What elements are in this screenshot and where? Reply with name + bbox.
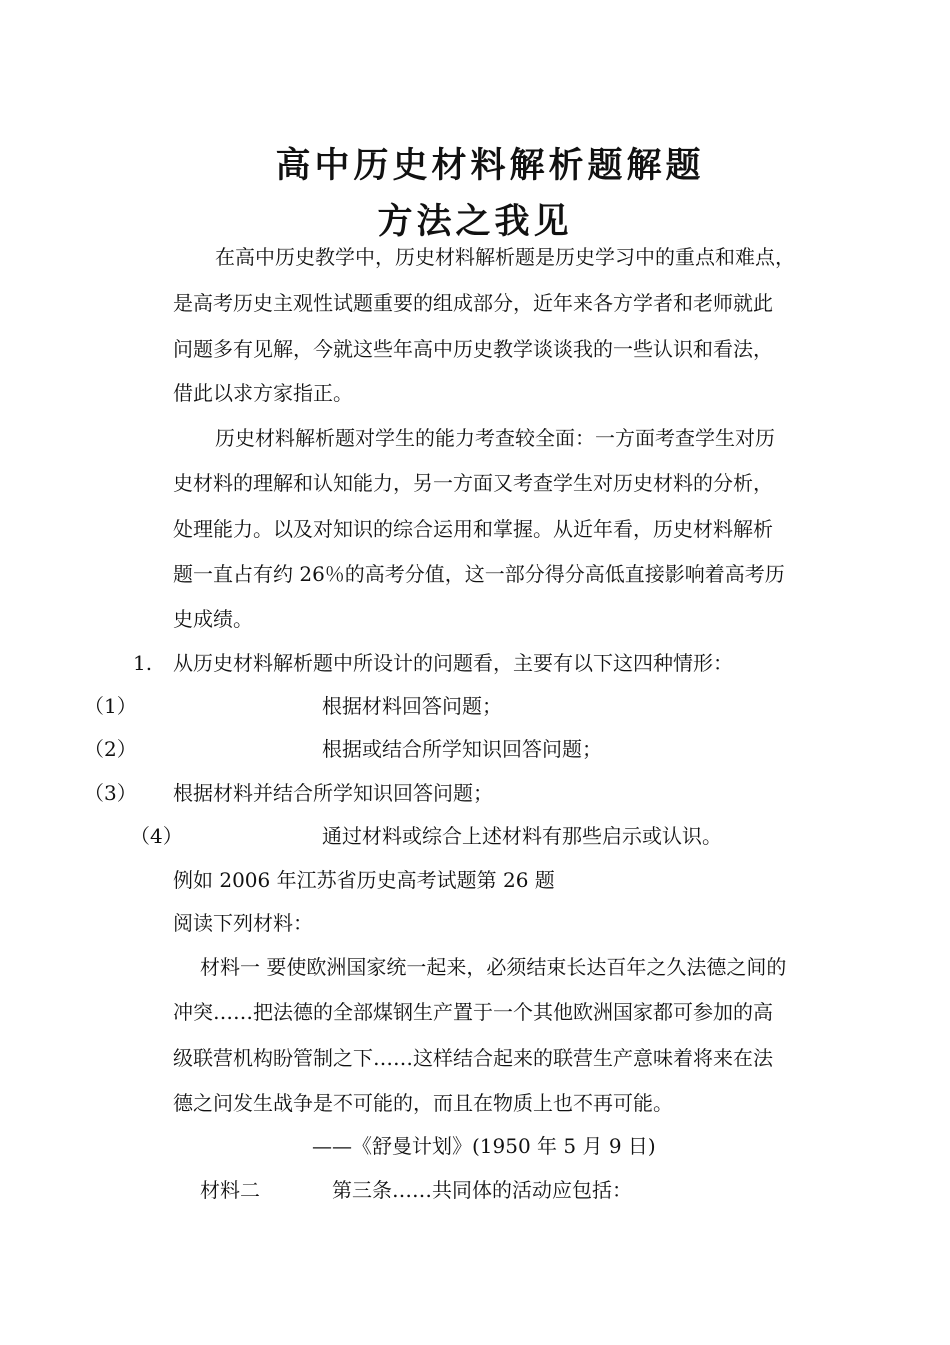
para2-line-2: 史材料的理解和认知能力，另一方面又考查学生对历史材料的分析， [173,471,773,495]
intro-line-3: 问题多有见解，今就这些年高中历史教学谈谈我的一些认识和看法， [173,337,773,361]
section-1-text: 从历史材料解析题中所设计的问题看，主要有以下这四种情形： [173,651,733,675]
material-2-label: 材料二 [200,1178,260,1202]
material-1-line-4: 德之问发生战争是不可能的，而且在物质上也不再可能。 [173,1091,673,1115]
para2-line-3: 处理能力。以及对知识的综合运用和掌握。从近年看，历史材料解析 [173,517,773,541]
item-2-number: （2） [84,737,137,761]
item-1-text: 根据材料回答问题； [322,694,502,718]
intro-line-4: 借此以求方家指正。 [173,381,353,405]
read-instruction: 阅读下列材料： [173,911,313,935]
material-1-line-2: 冲突……把法德的全部煤钢生产置于一个其他欧洲国家都可参加的高 [173,1000,773,1024]
item-3-text: 根据材料并结合所学知识回答问题； [173,781,493,805]
item-2-text: 根据或结合所学知识回答问题； [322,737,602,761]
document-title-line-2: 方法之我见 [377,201,573,242]
material-1-line-1: 材料一 要使欧洲国家统一起来，必须结束长达百年之久法德之间的 [200,955,787,979]
item-4-number: （4） [130,824,183,848]
section-1-number: 1. [133,651,153,675]
material-2-text: 第三条……共同体的活动应包括： [332,1178,632,1202]
item-3-number: （3） [84,781,137,805]
para2-line-4: 题一直占有约 26％的高考分值，这一部分得分高低直接影响着高考历 [173,562,785,586]
intro-line-1: 在高中历史教学中，历史材料解析题是历史学习中的重点和难点， [215,245,795,269]
intro-line-2: 是高考历史主观性试题重要的组成部分，近年来各方学者和老师就此 [173,291,773,315]
material-1-source: ——《舒曼计划》(1950 年 5 月 9 日) [312,1134,656,1158]
item-4-text: 通过材料或综合上述材料有那些启示或认识。 [322,824,722,848]
document-title-line-1: 高中历史材料解析题解题 [275,145,705,186]
example-line: 例如 2006 年江苏省历史高考试题第 26 题 [173,868,555,892]
para2-line-5: 史成绩。 [173,607,253,631]
material-1-line-3: 级联营机构盼管制之下……这样结合起来的联营生产意味着将来在法 [173,1046,773,1070]
para2-line-1: 历史材料解析题对学生的能力考查较全面：一方面考查学生对历 [215,426,775,450]
item-1-number: （1） [84,694,137,718]
